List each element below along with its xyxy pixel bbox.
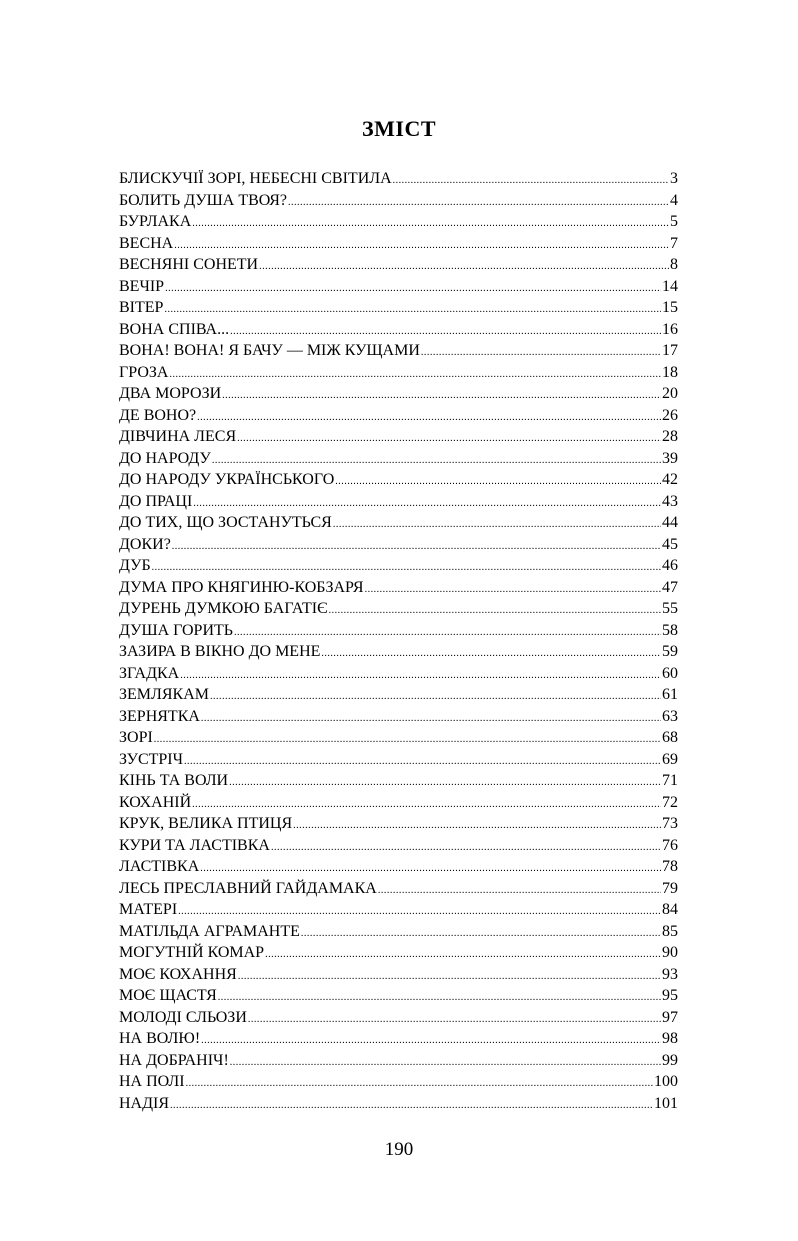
- toc-entry-page: 44: [662, 514, 678, 531]
- toc-entry-title: ЗОРІ: [119, 729, 153, 746]
- toc-entry-page: 58: [662, 621, 678, 639]
- toc-entry: [119, 469, 678, 491]
- toc-entry-title: ДЕ ВОНО?: [119, 406, 197, 424]
- toc-entry-page: 16: [662, 320, 678, 338]
- dot-leader: [238, 966, 661, 988]
- toc-entry-page: 76: [662, 836, 678, 854]
- toc-entry-page: 39: [662, 449, 678, 467]
- toc-entry-title: МОГУТНІЙ КОМАР: [119, 944, 265, 961]
- toc-entry: [119, 168, 678, 190]
- dot-leader: [293, 815, 661, 837]
- toc-entry: [119, 663, 678, 685]
- toc-entry: [119, 211, 678, 233]
- toc-entry-page: 71: [662, 772, 678, 789]
- toc-entry-page: 47: [662, 578, 678, 596]
- toc-entry: [119, 684, 678, 706]
- toc-entry-page: 59: [662, 643, 678, 660]
- toc-entry-title: НАДІЯ: [119, 1094, 170, 1112]
- toc-entry: [119, 835, 678, 857]
- dot-leader: [333, 514, 661, 536]
- toc-entry-title: ВЕСНЯНІ СОНЕТИ: [119, 256, 259, 273]
- toc-entry-page: 68: [662, 729, 678, 746]
- toc-entry-page: 28: [662, 428, 678, 445]
- dot-leader: [164, 299, 661, 321]
- table-of-contents: [119, 168, 678, 1114]
- toc-entry-page: 14: [662, 277, 678, 295]
- dot-leader: [230, 1052, 661, 1074]
- toc-entry-title: НА ДОБРАНІЧ!: [119, 1051, 229, 1069]
- dot-leader: [237, 428, 661, 450]
- toc-entry-page: 61: [662, 686, 678, 703]
- toc-entry: [119, 448, 678, 470]
- toc-entry: [119, 770, 678, 792]
- toc-entry: [119, 727, 678, 749]
- toc-entry-page: 5: [670, 213, 678, 230]
- toc-entry: [119, 921, 678, 943]
- toc-entry: [119, 233, 678, 255]
- toc-entry: [119, 878, 678, 900]
- toc-entry: [119, 340, 678, 362]
- toc-entry: [119, 706, 678, 728]
- toc-entry-page: 69: [662, 750, 678, 768]
- toc-entry: [119, 792, 678, 814]
- dot-leader: [192, 794, 661, 816]
- toc-entry: [119, 1093, 678, 1115]
- dot-leader: [152, 557, 661, 579]
- toc-entry-page: 4: [670, 191, 678, 209]
- toc-entry-page: 95: [662, 987, 678, 1004]
- dot-leader: [218, 987, 661, 1009]
- toc-entry-page: 3: [670, 170, 678, 187]
- toc-entry-title: МАТІЛЬДА АГРАМАНТЕ: [119, 922, 300, 940]
- dot-leader: [184, 751, 661, 773]
- toc-entry: [119, 534, 678, 556]
- toc-entry-page: 85: [662, 922, 678, 940]
- toc-entry: [119, 749, 678, 771]
- toc-entry: [119, 276, 678, 298]
- toc-entry: [119, 1007, 678, 1029]
- toc-entry-page: 42: [662, 471, 678, 488]
- toc-entry-title: ВОНА! ВОНА! Я БАЧУ — МІЖ КУЩАМИ: [119, 342, 420, 359]
- toc-entry: [119, 426, 678, 448]
- toc-entry-title: ЗЕМЛЯКАМ: [119, 686, 209, 703]
- dot-leader: [248, 1009, 661, 1031]
- page-title: ЗМІСТ: [362, 116, 436, 141]
- dot-leader: [288, 192, 669, 214]
- toc-entry-title: ДУМА ПРО КНЯГИНЮ-КОБЗАРЯ: [119, 578, 364, 596]
- toc-entry-title: ДВА МОРОЗИ: [119, 385, 222, 402]
- toc-entry-page: 100: [654, 1073, 678, 1090]
- toc-entry: [119, 297, 678, 319]
- dot-leader: [393, 170, 669, 192]
- dot-leader: [201, 1030, 661, 1052]
- toc-entry-page: 101: [654, 1094, 678, 1112]
- toc-entry-title: ГРОЗА: [119, 363, 169, 381]
- toc-entry-title: БУРЛАКА: [119, 213, 192, 230]
- toc-entry: [119, 362, 678, 384]
- toc-entry: [119, 383, 678, 405]
- toc-entry: [119, 190, 678, 212]
- toc-entry: [119, 942, 678, 964]
- toc-entry-title: КУРИ ТА ЛАСТІВКА: [119, 836, 270, 854]
- toc-entry-title: ДО НАРОДУ: [119, 449, 211, 467]
- toc-entry: [119, 985, 678, 1007]
- toc-entry-title: КІНЬ ТА ВОЛИ: [119, 772, 229, 789]
- dot-leader: [186, 1073, 653, 1095]
- toc-entry: [119, 254, 678, 276]
- dot-leader: [265, 944, 661, 966]
- toc-entry-page: 18: [662, 363, 678, 381]
- toc-entry-page: 99: [662, 1051, 678, 1069]
- page-number: 190: [384, 1139, 414, 1160]
- toc-entry-title: ДО ТИХ, ЩО ЗОСТАНУТЬСЯ: [119, 514, 332, 531]
- dot-leader: [170, 1095, 653, 1117]
- toc-entry-title: ВІТЕР: [119, 299, 164, 316]
- toc-entry-page: 90: [662, 944, 678, 961]
- toc-entry-title: ЗЕРНЯТКА: [119, 707, 200, 725]
- dot-leader: [229, 772, 661, 794]
- dot-leader: [378, 880, 661, 902]
- dot-leader: [174, 235, 669, 257]
- dot-leader: [329, 600, 661, 622]
- dot-leader: [201, 708, 661, 730]
- toc-entry-page: 43: [662, 492, 678, 510]
- dot-leader: [210, 686, 661, 708]
- dot-leader: [178, 901, 661, 923]
- toc-entry-title: ДУРЕНЬ ДУМКОЮ БАГАТІЄ: [119, 600, 328, 617]
- toc-entry-title: НА ПОЛІ: [119, 1073, 185, 1090]
- toc-entry: [119, 577, 678, 599]
- dot-leader: [222, 385, 661, 407]
- dot-leader: [192, 213, 669, 235]
- toc-entry: [119, 641, 678, 663]
- toc-entry-page: 84: [662, 901, 678, 918]
- dot-leader: [234, 622, 661, 644]
- toc-entry-title: МОЄ КОХАННЯ: [119, 965, 237, 983]
- toc-entry-title: ДІВЧИНА ЛЕСЯ: [119, 428, 237, 445]
- dot-leader: [259, 256, 669, 278]
- dot-leader: [212, 450, 661, 472]
- toc-entry-page: 60: [662, 664, 678, 682]
- toc-entry-page: 78: [662, 858, 678, 875]
- toc-entry-page: 97: [662, 1008, 678, 1026]
- dot-leader: [165, 278, 661, 300]
- toc-entry-title: ВОНА СПІВА...: [119, 320, 230, 338]
- toc-entry-title: ЗАЗИРА В ВІКНО ДО МЕНЕ: [119, 643, 321, 660]
- toc-entry-page: 63: [662, 707, 678, 725]
- toc-entry-title: ДУША ГОРИТЬ: [119, 621, 233, 639]
- toc-entry: [119, 1028, 678, 1050]
- toc-entry-title: КОХАНІЙ: [119, 793, 192, 811]
- toc-entry-title: ВЕСНА: [119, 234, 174, 252]
- toc-entry-title: ЗУСТРІЧ: [119, 750, 184, 768]
- toc-entry: [119, 1050, 678, 1072]
- dot-leader: [301, 923, 661, 945]
- toc-entry: [119, 512, 678, 534]
- toc-entry-title: ВЕЧІР: [119, 277, 165, 295]
- toc-entry: [119, 491, 678, 513]
- dot-leader: [365, 579, 661, 601]
- dot-leader: [154, 729, 661, 751]
- toc-entry-title: ЗГАДКА: [119, 664, 180, 682]
- dot-leader: [172, 536, 661, 558]
- toc-entry: [119, 319, 678, 341]
- toc-entry: [119, 555, 678, 577]
- toc-entry-page: 26: [662, 406, 678, 424]
- toc-entry-title: МОЛОДІ СЛЬОЗИ: [119, 1008, 247, 1026]
- toc-entry-page: 20: [662, 385, 678, 402]
- toc-entry-title: БОЛИТЬ ДУША ТВОЯ?: [119, 191, 287, 209]
- dot-leader: [271, 837, 661, 859]
- toc-entry-page: 55: [662, 600, 678, 617]
- dot-leader: [169, 364, 661, 386]
- dot-leader: [335, 471, 661, 493]
- toc-entry-page: 72: [662, 793, 678, 811]
- toc-entry-title: ДО ПРАЦІ: [119, 492, 193, 510]
- toc-entry-page: 98: [662, 1030, 678, 1047]
- dot-leader: [421, 342, 661, 364]
- toc-entry-title: МОЄ ЩАСТЯ: [119, 987, 217, 1004]
- toc-entry-title: МАТЕРІ: [119, 901, 178, 918]
- toc-entry-title: ДУБ: [119, 557, 151, 574]
- dot-leader: [180, 665, 661, 687]
- toc-entry-page: 93: [662, 965, 678, 983]
- toc-entry-page: 46: [662, 557, 678, 574]
- toc-entry-title: НА ВОЛЮ!: [119, 1030, 201, 1047]
- toc-entry: [119, 405, 678, 427]
- toc-entry: [119, 964, 678, 986]
- toc-entry: [119, 856, 678, 878]
- toc-entry: [119, 813, 678, 835]
- toc-entry: [119, 598, 678, 620]
- dot-leader: [321, 643, 661, 665]
- toc-entry-page: 8: [670, 256, 678, 273]
- toc-entry-title: КРУК, ВЕЛИКА ПТИЦЯ: [119, 815, 293, 832]
- toc-entry-page: 73: [662, 815, 678, 832]
- toc-entry: [119, 1071, 678, 1093]
- dot-leader: [197, 407, 661, 429]
- toc-entry-title: ЛЕСЬ ПРЕСЛАВНИЙ ГАЙДАМАКА: [119, 879, 377, 897]
- toc-entry-page: 7: [670, 234, 678, 252]
- dot-leader: [200, 858, 661, 880]
- toc-entry: [119, 620, 678, 642]
- dot-leader: [193, 493, 661, 515]
- toc-entry-page: 17: [662, 342, 678, 359]
- toc-entry: [119, 899, 678, 921]
- toc-entry-page: 15: [662, 299, 678, 316]
- toc-entry-title: БЛИСКУЧІЇ ЗОРІ, НЕБЕСНІ СВІТИЛА: [119, 170, 392, 187]
- toc-entry-title: ДОКИ?: [119, 535, 171, 553]
- toc-entry-page: 45: [662, 535, 678, 553]
- dot-leader: [230, 321, 661, 343]
- toc-entry-title: ЛАСТІВКА: [119, 858, 200, 875]
- toc-entry-title: ДО НАРОДУ УКРАЇНСЬКОГО: [119, 471, 335, 488]
- toc-entry-page: 79: [662, 879, 678, 897]
